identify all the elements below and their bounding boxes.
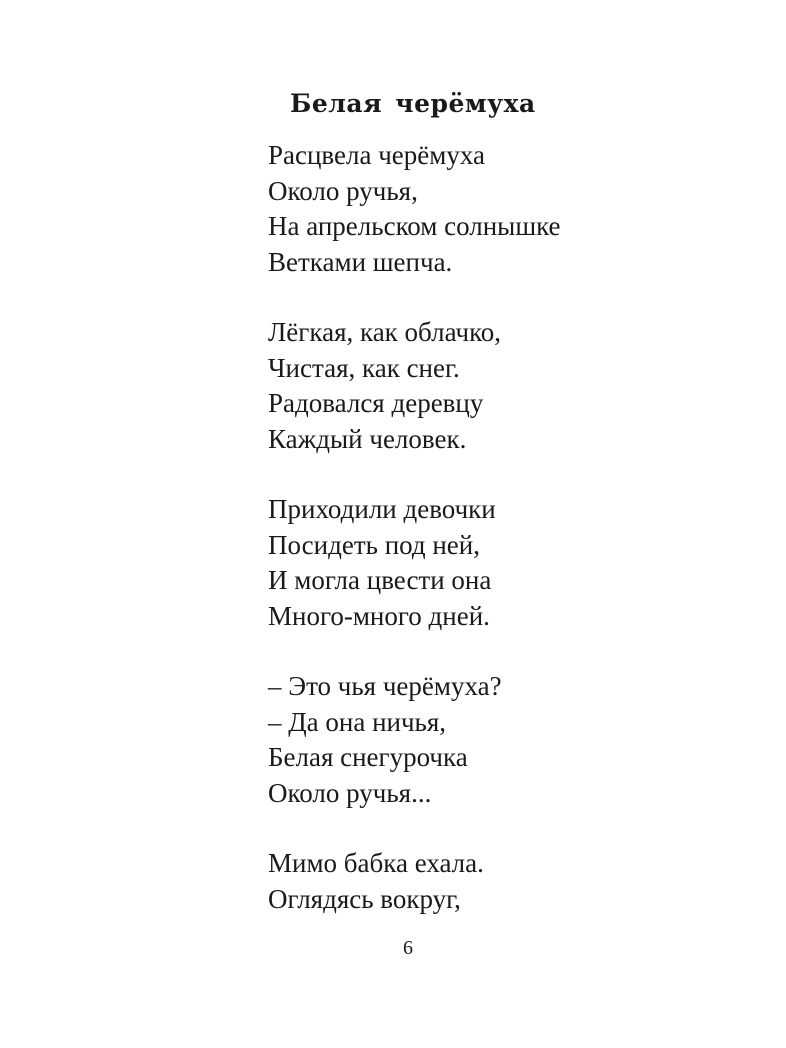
poem-line: Много-много дней. bbox=[268, 600, 490, 631]
stanza bbox=[268, 669, 768, 811]
poem-line: – Да она ничья, bbox=[268, 706, 447, 737]
poem-line: Чистая, как снег. bbox=[268, 352, 460, 383]
stanza bbox=[268, 138, 768, 280]
page-number: 6 bbox=[403, 937, 413, 959]
poem-title: Белая черёмуха bbox=[290, 89, 536, 118]
poem-line: Посидеть под ней, bbox=[268, 529, 480, 560]
poem-line: Около ручья... bbox=[268, 777, 432, 808]
poem-line: Около ручья, bbox=[268, 175, 418, 206]
poem-line: Лёгкая, как облачко, bbox=[268, 317, 502, 347]
stanza bbox=[268, 846, 768, 917]
poem-line: Приходили девочки bbox=[268, 494, 496, 524]
stanza bbox=[268, 315, 768, 457]
stanza bbox=[268, 492, 768, 634]
poem-line: На апрельском солнышке bbox=[268, 211, 561, 241]
poem-line: – Это чья черёмуха? bbox=[268, 671, 502, 701]
poem-line: Расцвела черёмуха bbox=[268, 140, 485, 170]
poem-line: Ветками шепча. bbox=[268, 246, 453, 277]
poem-line: Белая снегурочка bbox=[268, 742, 468, 772]
poem-line: Каждый человек. bbox=[268, 423, 467, 454]
poem-line: И могла цвести она bbox=[268, 565, 492, 595]
poem-line: Радовался деревцу bbox=[268, 388, 484, 418]
poem-body bbox=[268, 138, 768, 952]
poem-line: Оглядясь вокруг, bbox=[268, 883, 461, 914]
poem-line: Мимо бабка ехала. bbox=[268, 848, 484, 878]
